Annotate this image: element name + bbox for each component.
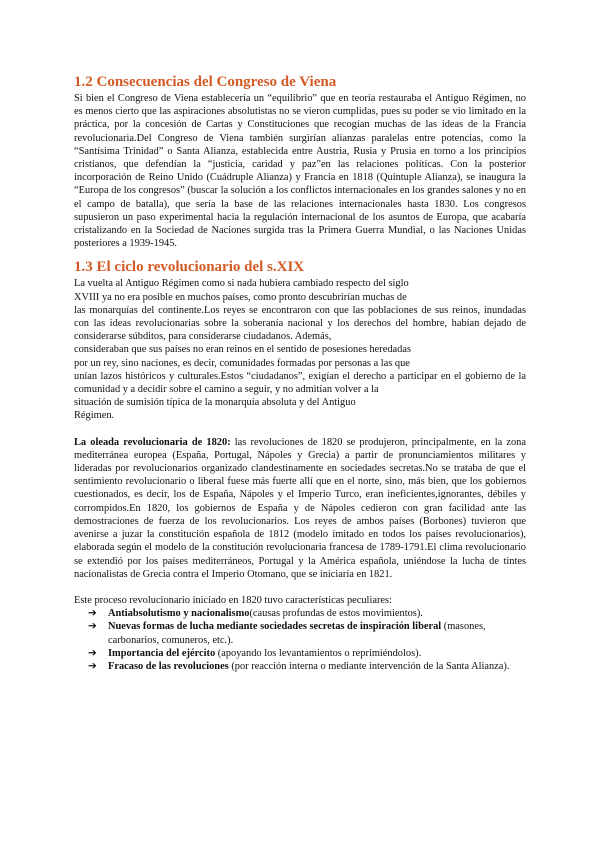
list-item-text: (masones, carbonarios, comuneros, etc.).: [108, 621, 486, 646]
arrow-icon: ➔: [88, 647, 97, 659]
list-item: [88, 620, 526, 646]
section-heading-consecuencias: 1.2 Consecuencias del Congreso de Viena: [74, 74, 337, 90]
text-line: La vuelta al Antiguo Régimen como si nada hubiera cambiado respecto del siglo: [74, 278, 409, 290]
section-heading-ciclo-revolucionario: 1.3 El ciclo revolucionario del s.XIX: [74, 259, 305, 276]
paragraph-congreso-viena: Si bien el Congreso de Viena establecería un “equilibrio” que en teoría restauraba el Antiguo Régimen, no es menos cierto que las aspiraciones absolutistas no se vieron cumplidas, pues su poder se vio limitado en la práctica, por la concesión de Cartas y Constituciones que recogían muchas de las ideas de la Francia revolucionaria.Del Congreso de Viena también surgirían alianzas paralelas entre potencias, como la “Santísima Trinidad” o Santa Alianza, establecida entre Austria, Rusia y Prusia en torno a los principios cristianos, que defendían la “justicia, caridad y paz”en las relaciones políticas. Con la posterior incorporación de Reino Unido (Cuádruple Alianza) y Francia en 1818 (Quíntuple Alianza), se inaugura la “Europa de los congresos” (buscar la solución a los conflictos internacionales en los grandes salones y no en el campo de batalla), que sería la base de las relaciones internacionales hasta 1830. Los congresos supusieron un paso experimental hacia la regulación internacional de los asuntos de Europa, que acabaría cristalizando en la Sociedad de Naciones surgida tras la Primera Guerra Mundial, o las Naciones Unidas posteriores a 1939-1945.: [74, 93, 526, 250]
arrow-icon: ➔: [88, 608, 97, 620]
arrow-icon: ➔: [88, 621, 97, 633]
list-item-bold: Fracaso de las revoluciones: [108, 660, 229, 672]
list-item-text: (causas profundas de estos movimientos).: [249, 608, 423, 620]
list-item-bold: Antiabsolutismo y nacionalismo: [108, 608, 250, 620]
list-item: [88, 647, 526, 660]
paragraph-vuelta-antiguo-regimen: [74, 277, 526, 422]
text-line: situación de sumisión típica de la monarquía absoluta y del Antiguo: [74, 397, 356, 409]
oleada-text: las revoluciones de 1820 se produjeron, principalmente, en la zona mediterránea europea (España, Portugal, Nápoles y Grecia) a partir de pronunciamientos militares y lideradas por revolucionarios organizado clandestinamente en sociedades secretas.No se trataba de que el sentimiento revolucionario o liberal fuese más fuerte allí que en el norte, sino, más bien, que los gobiernos cuestionados, es decir, los de España, Nápoles y el Imperio Turco, eran ineficientes,ignorantes, débiles y corrompidos.En 1820, los gobiernos de España y de Nápoles cedieron con gran facilidad ante las demostraciones de fuerza de los revolucionarios. Los reyes de ambos países (Borbones) tuvieron que avenirse a juzar la constitución española de 1812 (modelo imitado en todos los países revolucionarios), elaborada según el modelo de la constitución revolucionaria francesa de 1789-1791.El clima revolucionario se extendió por los países mediterráneos, Portugal y la América española, uniéndose la lucha de tintes nacionalistas de Grecia contra el Imperio Otomano, que se iniciaría en 1821.: [74, 436, 526, 580]
paragraph-oleada-1820: [74, 436, 526, 581]
text-line: unían lazos históricos y culturales.Estos “ciudadanos”, exigían el derecho a participar en el gobierno de la comunidad y a decidir sobre el camino a seguir, y no admitían volver a la: [74, 370, 526, 396]
list-item-bold: Importancia del ejército: [108, 647, 216, 659]
oleada-label: La oleada revolucionaria de 1820:: [74, 436, 231, 448]
list-item: [88, 607, 526, 620]
list-item-text: (apoyando los levantamientos o reprimiéndolos).: [215, 647, 422, 659]
document-page: [74, 74, 526, 673]
text-line: consideraban que sus países no eran reinos en el sentido de posesiones heredadas: [74, 344, 412, 356]
list-item-text: (por reacción interna o mediante intervención de la Santa Alianza).: [228, 660, 510, 672]
text-line: XVIII ya no era posible en muchos países, como pronto descubrirían muchas de: [74, 291, 407, 303]
list-item-bold: Nuevas formas de lucha mediante sociedades secretas de inspiración liberal: [108, 621, 442, 633]
text-line: las monarquías del continente.Los reyes se encontraron con que las poblaciones de sus reinos, inundadas con las ideas revolucionarias sobre la soberanía nacional y los derechos del hombre, habían dejado de considerarse súbditos, para considerarse ciudadanos. Además,: [74, 304, 526, 343]
arrow-icon: ➔: [88, 660, 97, 672]
list-item: [88, 660, 526, 673]
characteristics-list: [74, 607, 526, 673]
paragraph-intro-caracteristicas: Este proceso revolucionario iniciado en 1820 tuvo características peculiares:: [74, 594, 392, 606]
text-line: por un rey, sino naciones, es decir, comunidades formadas por personas a las que: [74, 357, 410, 369]
text-line: Régimen.: [74, 410, 115, 422]
